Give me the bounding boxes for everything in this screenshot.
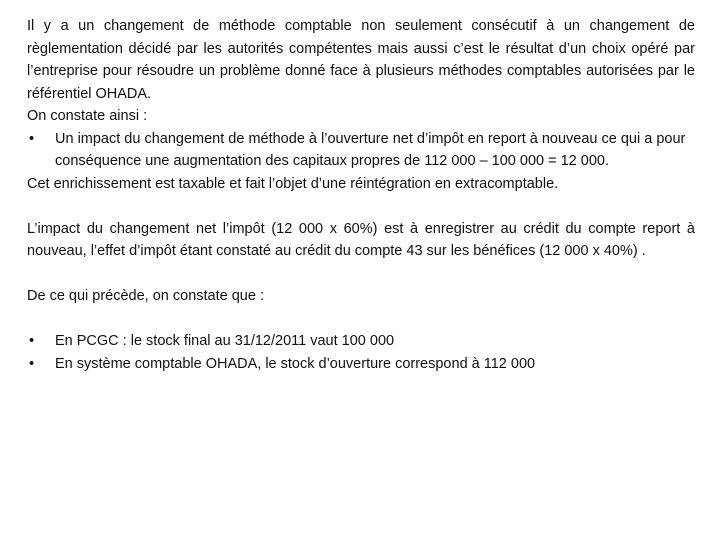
bullet-icon: • <box>29 333 35 349</box>
conclusion-intro: De ce qui précède, on constate que : <box>27 288 264 304</box>
spacer <box>27 263 695 286</box>
list-item-impact <box>27 128 695 173</box>
impact-paragraph: L’impact du changement net l’impôt (12 000 x 60%) est à enregistrer au crédit du compte report à nouveau, l’effet d’impôt étant constaté au crédit du compte 43 sur les bénéfices (12 000 x 40%) . <box>27 220 695 259</box>
document-body <box>27 15 695 375</box>
list-item-ohada <box>27 353 695 376</box>
intro-paragraph: Il y a un changement de méthode comptable non seulement consécutif à un changement de règlementation décidé par les autorités compétentes mais aussi c’est le résultat d’un choix opéré par l’entreprise pour résoudre un problème donné face à plusieurs méthodes comptables autorisées par le référentiel OHADA. <box>27 18 695 102</box>
spacer <box>27 195 695 218</box>
bullet-icon: • <box>29 355 35 372</box>
bullet-icon: • <box>29 130 35 147</box>
taxable-line: Cet enrichissement est taxable et fait l’objet d’une réintégration en extracomptable. <box>27 175 559 192</box>
list-item-pcgc <box>27 330 695 353</box>
pcgc-bullet-text: En PCGC : le stock final au 31/12/2011 vaut 100 000 <box>55 333 395 349</box>
intro-line: On constate ainsi : <box>27 108 148 124</box>
impact-bullet-text: Un impact du changement de méthode à l’ouverture net d’impôt en report à nouveau ce qui a pour conséquence une augmentation des capitaux propres de 112 000 – 100 000 = 12 000. <box>55 130 686 169</box>
ohada-bullet-text: En système comptable OHADA, le stock d’ouverture correspond à 112 000 <box>55 355 536 372</box>
spacer <box>27 308 695 331</box>
